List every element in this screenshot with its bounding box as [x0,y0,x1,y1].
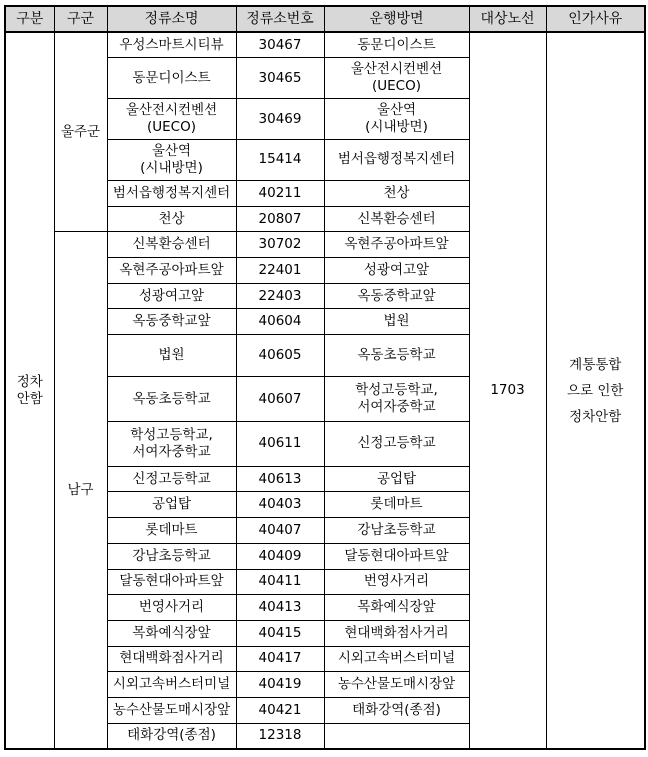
header-route: 대상노선 [469,6,546,32]
stop-name-cell: 옥동초등학교 [107,377,236,422]
route-cell: 1703 [469,32,546,749]
stop-number-cell: 30469 [236,99,324,139]
district-ulju: 울주군 [54,32,107,232]
stop-number-cell: 30702 [236,232,324,258]
stop-number-cell: 40403 [236,492,324,518]
direction-cell: 옥동중학교앞 [324,283,469,309]
stop-name-cell: 범서읍행정복지센터 [107,181,236,207]
stop-number-cell: 40607 [236,377,324,422]
stop-number-cell: 22403 [236,283,324,309]
district-nam: 남구 [54,232,107,749]
direction-cell: 신복환승센터 [324,206,469,232]
stop-name-cell: 우성스마트시티뷰 [107,32,236,58]
direction-cell: 동문디이스트 [324,32,469,58]
stop-name-cell: 울산전시컨벤션 (UECO) [107,99,236,139]
stop-number-cell: 40421 [236,697,324,723]
direction-cell: 번영사거리 [324,569,469,595]
direction-cell: 범서읍행정복지센터 [324,139,469,180]
direction-cell: 목화예식장앞 [324,595,469,621]
stop-name-cell: 시외고속버스터미널 [107,672,236,698]
stop-name-cell: 태화강역(종점) [107,723,236,749]
stop-number-cell: 30467 [236,32,324,58]
stop-name-cell: 옥동중학교앞 [107,309,236,335]
stop-name-cell: 법원 [107,335,236,377]
stop-number-cell: 40409 [236,543,324,569]
stop-name-cell: 울산역 (시내방면) [107,139,236,180]
header-stop-name: 정류소명 [107,6,236,32]
stop-number-cell: 40417 [236,646,324,672]
stop-name-cell: 옥현주공아파트앞 [107,258,236,284]
direction-cell: 천상 [324,181,469,207]
stop-number-cell: 22401 [236,258,324,284]
direction-cell: 옥현주공아파트앞 [324,232,469,258]
direction-cell: 현대백화점사거리 [324,620,469,646]
stop-number-cell: 40411 [236,569,324,595]
stop-change-table [4,5,646,750]
stop-number-cell: 20807 [236,206,324,232]
stop-number-cell: 40605 [236,335,324,377]
stop-name-cell: 달동현대아파트앞 [107,569,236,595]
stop-name-cell: 천상 [107,206,236,232]
stop-number-cell: 40211 [236,181,324,207]
direction-cell: 태화강역(종점) [324,697,469,723]
stop-number-cell: 30465 [236,58,324,99]
header-category: 구분 [5,6,54,32]
stop-name-cell: 강남초등학교 [107,543,236,569]
stop-name-cell: 신복환승센터 [107,232,236,258]
stop-name-cell: 현대백화점사거리 [107,646,236,672]
stop-number-cell: 40604 [236,309,324,335]
direction-cell: 법원 [324,309,469,335]
direction-cell: 달동현대아파트앞 [324,543,469,569]
direction-cell: 울산전시컨벤션 (UECO) [324,58,469,99]
stop-name-cell: 성광여고앞 [107,283,236,309]
stop-number-cell: 40413 [236,595,324,621]
stop-name-cell: 공업탑 [107,492,236,518]
stop-name-cell: 신정고등학교 [107,466,236,492]
stop-number-cell: 40419 [236,672,324,698]
stop-name-cell: 학성고등학교, 서여자중학교 [107,422,236,467]
header-stop-number: 정류소번호 [236,6,324,32]
stop-number-cell: 15414 [236,139,324,180]
direction-cell: 옥동초등학교 [324,335,469,377]
direction-cell: 학성고등학교, 서여자중학교 [324,377,469,422]
direction-cell [324,723,469,749]
stop-number-cell: 40611 [236,422,324,467]
stop-number-cell: 40613 [236,466,324,492]
stop-number-cell: 40407 [236,518,324,544]
reason-cell: 계통통합 으로 인한 정차안함 [546,32,645,749]
direction-cell: 성광여고앞 [324,258,469,284]
direction-cell: 강남초등학교 [324,518,469,544]
direction-cell: 농수산물도매시장앞 [324,672,469,698]
direction-cell: 신정고등학교 [324,422,469,467]
direction-cell: 롯데마트 [324,492,469,518]
stop-number-cell: 40415 [236,620,324,646]
header-direction: 운행방면 [324,6,469,32]
direction-cell: 울산역 (시내방면) [324,99,469,139]
category-cell: 정차 안함 [5,32,54,749]
stop-name-cell: 동문디이스트 [107,58,236,99]
stop-name-cell: 롯데마트 [107,518,236,544]
direction-cell: 시외고속버스터미널 [324,646,469,672]
header-row [5,6,645,32]
header-district: 구군 [54,6,107,32]
direction-cell: 공업탑 [324,466,469,492]
table-row [5,32,645,58]
header-reason: 인가사유 [546,6,645,32]
stop-number-cell: 12318 [236,723,324,749]
stop-name-cell: 목화예식장앞 [107,620,236,646]
stop-name-cell: 농수산물도매시장앞 [107,697,236,723]
stop-name-cell: 번영사거리 [107,595,236,621]
